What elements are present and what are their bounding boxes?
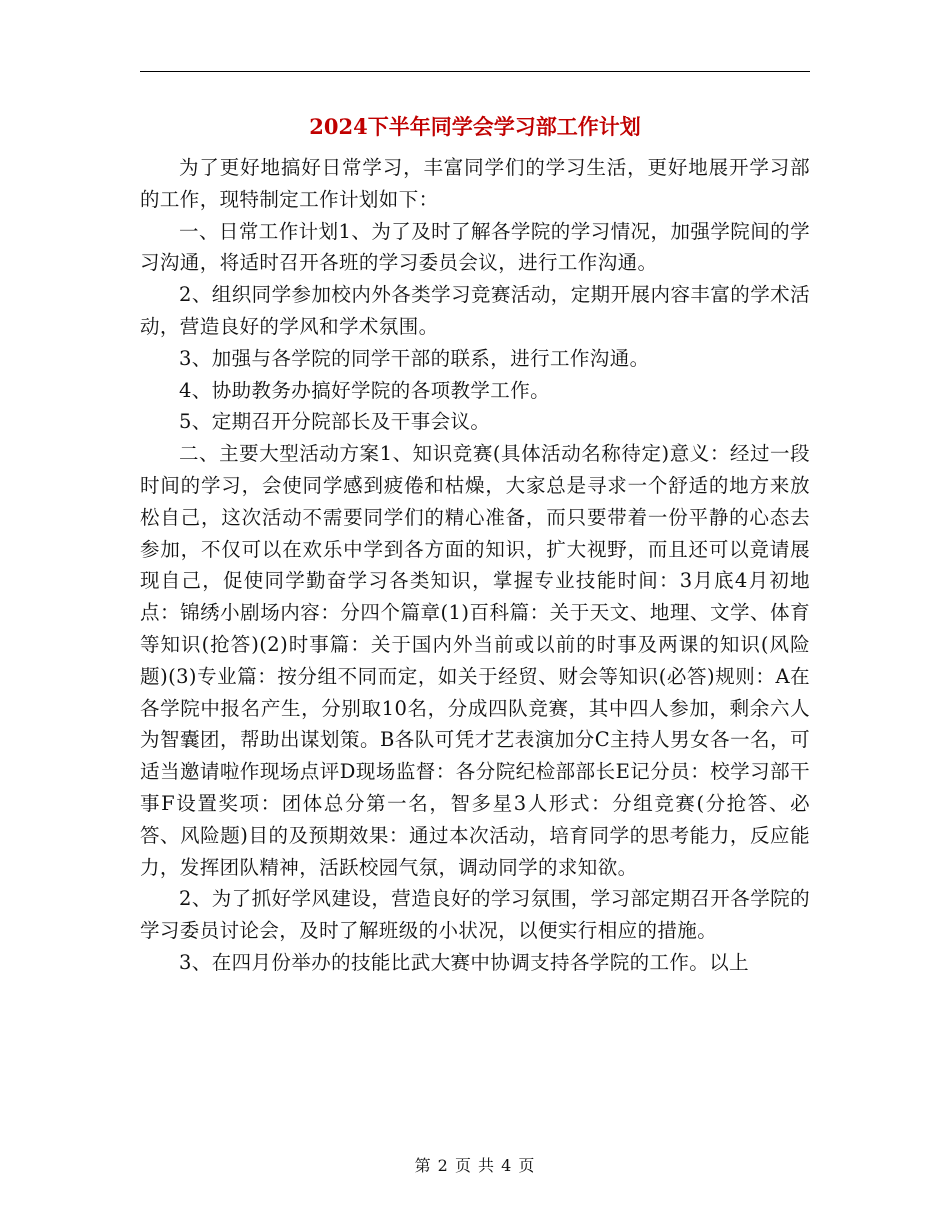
header-rule xyxy=(140,71,810,72)
paragraph-activity-2: 2、为了抓好学风建设，营造良好的学习氛围，学习部定期召开各学院的学习委员讨论会，及时了解班级的小状况，以便实行相应的措施。 xyxy=(140,887,810,943)
document-body xyxy=(140,152,810,979)
paragraph-item-2: 2、组织同学参加校内外各类学习竞赛活动，定期开展内容丰富的学术活动，营造良好的学风和学术氛围。 xyxy=(140,283,810,338)
paragraph-activity-3: 3、在四月份举办的技能比武大赛中协调支持各学院的工作。以上 xyxy=(179,950,750,974)
paragraph-daily-plan: 一、日常工作计划1、为了及时了解各学院的学习情况，加强学院间的学习沟通，将适时召开各班的学习委员会议，进行工作沟通。 xyxy=(140,219,810,275)
paragraph-intro: 为了更好地搞好日常学习，丰富同学们的学习生活，更好地展开学习部的工作，现特制定工作计划如下： xyxy=(140,156,810,211)
paragraph-item-4: 4、协助教务办搞好学院的各项教学工作。 xyxy=(179,378,551,402)
paragraph-major-activities: 二、主要大型活动方案1、知识竞赛(具体活动名称待定)意义：经过一段时间的学习，会使同学感到疲倦和枯燥，大家总是寻求一个舒适的地方来放松自己，这次活动不需要同学们的精心准备，而只要带着一份平静的心态去参加，不仅可以在欢乐中学到各方面的知识，扩大视野，而且还可以竟请展现自己，促使同学勤奋学习各类知识，掌握专业技能时间：3月底4月初地点：锦绣小剧场内容：分四个篇章(1)百科篇：关于天文、地理、文学、体育等知识(抢答)(2)时事篇：关于国内外当前或以前的时事及两课的知识(风险题)(3)专业篇：按分组不同而定，如关于经贸、财会等知识(必答)规则：A在各学院中报名产生，分别取10名，分成四队竞赛，其中四人参加，剩余六人为智囊团，帮助出谋划策。B各队可凭才艺表演加分C主持人男女各一名，可适当邀请啦作现场点评D现场监督：各分院纪检部部长E记分员：校学习部干事F设置奖项：团体总分第一名，智多星3人形式：分组竞赛(分抢答、必答、风险题)目的及预期效果：通过本次活动，培育同学的思考能力，反应能力，发挥团队精神，活跃校园气氛，调动同学的求知欲。 xyxy=(140,442,810,879)
paragraph-item-3: 3、加强与各学院的同学干部的联系，进行工作沟通。 xyxy=(179,346,650,370)
page-number-footer: 第 2 页 共 4 页 xyxy=(414,1156,536,1175)
document-title: 2024下半年同学会学习部工作计划 xyxy=(309,114,641,139)
paragraph-item-5: 5、定期召开分院部长及干事会议。 xyxy=(179,410,491,434)
